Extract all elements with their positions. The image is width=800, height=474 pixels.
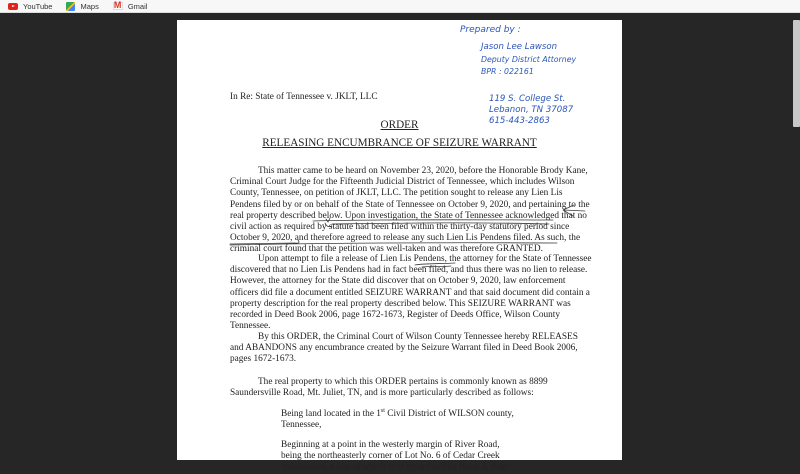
bookmark-youtube[interactable]	[8, 2, 52, 11]
text-fragment: Being land located in the 1	[281, 409, 381, 419]
bookmark-label: Maps	[80, 1, 99, 11]
document-viewer[interactable]	[0, 14, 800, 473]
paragraph-release	[230, 332, 578, 366]
text-line: Upon attempt to file a release of Lien Lis Pendens, the attorney for the State of Tennessee	[258, 254, 592, 264]
youtube-icon	[8, 3, 18, 10]
text-line: property description for the real property described below. This SEIZURE WARRANT was	[230, 298, 571, 309]
paragraph-property	[230, 377, 575, 399]
text-line: real property described below. Upon investigation, the State of Tennessee acknowledged that no	[230, 210, 587, 221]
text-line: Beginning at a point in the westerly margin of River Road,	[281, 440, 500, 450]
document-subtitle: RELEASING ENCUMBRANCE OF SEIZURE WARRANT	[262, 137, 537, 149]
ordinal-suffix: st	[380, 407, 385, 414]
text-line: Saundersville Road, Mt. Juliet, TN, and is more particularly described as follows:	[230, 388, 534, 399]
handwritten-phone: 615-443-2863	[489, 116, 550, 126]
text-line	[281, 407, 514, 420]
text-line: Criminal Court Judge for the Fifteenth Judicial District of Tennessee, which includes Wilson	[230, 177, 575, 188]
document-page	[177, 20, 622, 473]
paragraph-hearing	[230, 166, 590, 256]
text-line: recorded in Deed Book 2006, page 1672-1673, Register of Deeds Office, Wilson County	[230, 310, 561, 321]
text-line: This matter came to be heard on November 23, 2020, before the Honorable Brody Kane,	[258, 166, 588, 176]
text-line: discovered that no Lien Lis Pendens had in fact been filed, and thus there was no lien to release.	[230, 265, 588, 276]
handwritten-role: Deputy District Attorney	[481, 55, 577, 64]
text-line: Pendens filed by or on behalf of the State of Tennessee on October 9, 2020, and pertaining to the	[230, 199, 590, 210]
text-line: Tennessee.	[230, 321, 271, 332]
text-line: The real property to which this ORDER pertains is commonly known as 8899	[258, 377, 548, 387]
maps-icon	[66, 2, 75, 11]
document-title: ORDER	[380, 119, 419, 131]
handwritten-preparer	[481, 40, 576, 78]
gmail-icon	[113, 2, 123, 10]
paragraph-discovery	[230, 254, 592, 332]
handwritten-bpr: BPR : 022161	[481, 67, 534, 76]
text-line: being the northeasterly corner of Lot No. 6 of Cedar Creek	[281, 451, 500, 462]
text-line: civil action as required by statute had been filed within the thirty-day statutory period since	[230, 222, 570, 233]
scrollbar-thumb[interactable]	[793, 20, 800, 127]
bookmark-gmail[interactable]	[113, 2, 148, 11]
handwritten-name: Jason Lee Lawson	[481, 42, 558, 52]
text-line: officers did file a document entitled SEIZURE WARRANT and that said document did contain a	[230, 287, 590, 298]
paragraph-legal-description	[281, 407, 514, 431]
text-line: Tennessee,	[281, 420, 322, 431]
bookmark-label: Gmail	[127, 1, 148, 11]
bookmarks-bar	[0, 0, 800, 13]
handwritten-prepared-by: Prepared by :	[460, 25, 521, 35]
text-line: October 9, 2020, and therefore agreed to release any such Lien Lis Pendens filed. As such, the	[230, 233, 581, 244]
text-line: County, Tennessee, on petition of JKLT, LLC. The petition sought to release any Lien Lis	[230, 188, 563, 199]
case-caption: In Re: State of Tennessee v. JKLT, LLC	[230, 92, 378, 102]
text-line: Subdivision, a plat of which is of record in Plat Book 3, Page	[281, 462, 509, 473]
text-line: However, the attorney for the State did discover that on October 9, 2020, law enforcement	[230, 276, 566, 287]
handwritten-address-street: 119 S. College St.	[489, 94, 566, 104]
text-line: and ABANDONS any encumbrance created by the Seizure Warrant filed in Deed Book 2006,	[230, 343, 578, 354]
text-line: pages 1672-1673.	[230, 354, 297, 365]
bookmark-label: YouTube	[23, 1, 53, 11]
handwritten-address-city: Lebanon, TN 37087	[489, 105, 574, 115]
paragraph-beginning	[281, 440, 509, 474]
text-fragment: Civil District of WILSON county,	[384, 409, 514, 419]
text-line: By this ORDER, the Criminal Court of Wilson County Tennessee hereby RELEASES	[258, 332, 578, 342]
bookmark-maps[interactable]	[66, 2, 98, 11]
text-line: criminal court found that the petition was well-taken and was therefore GRANTED.	[230, 244, 543, 255]
